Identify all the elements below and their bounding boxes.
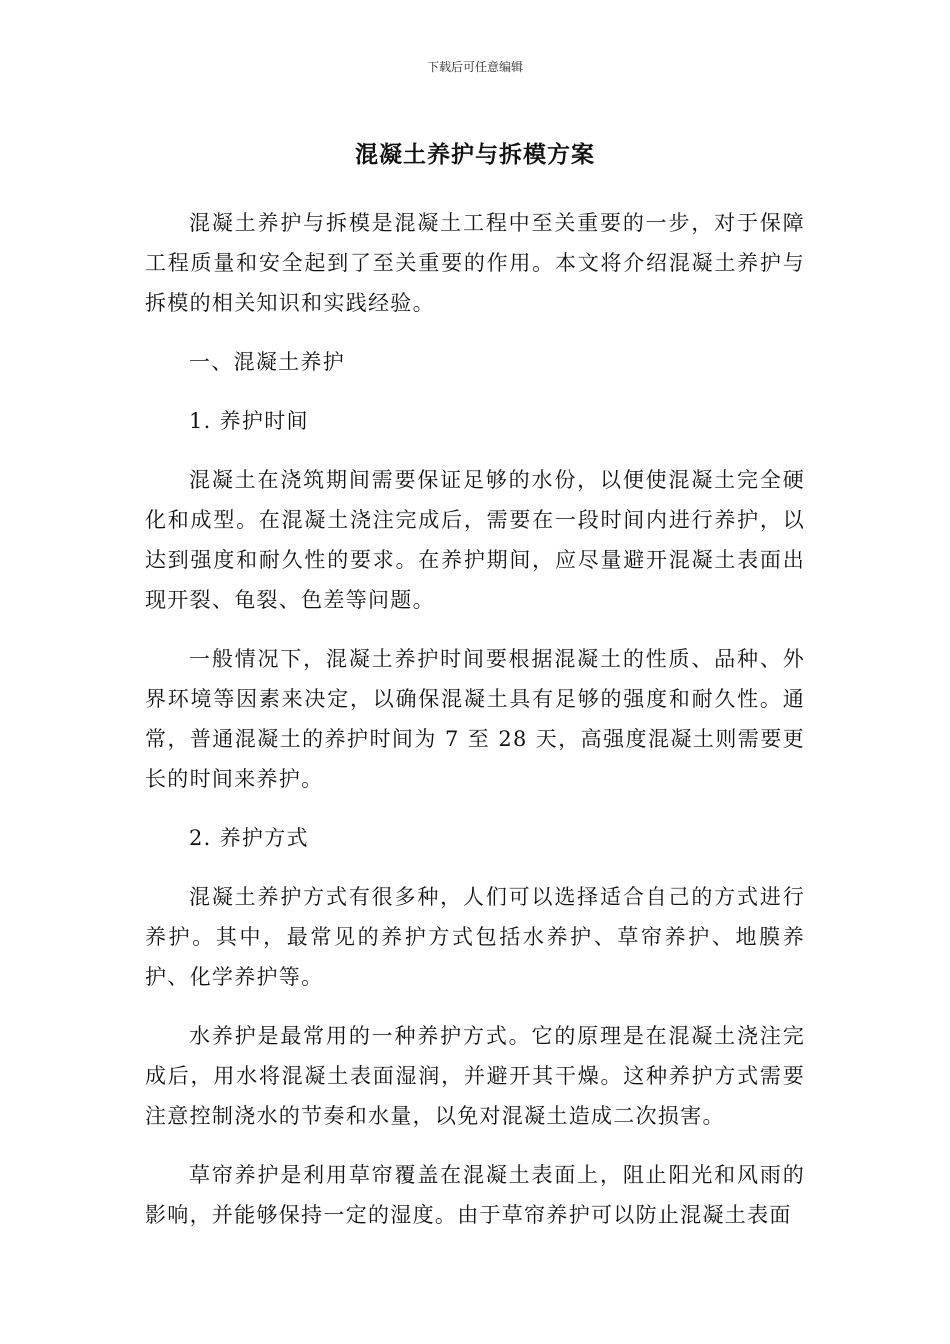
paragraph-straw-curing: 草帘养护是利用草帘覆盖在混凝土表面上，阻止阳光和风雨的影响，并能够保持一定的湿度。由于草帘养护可以防止混凝土表面 — [145, 1163, 805, 1227]
intro-paragraph: 混凝土养护与拆模是混凝土工程中至关重要的一步，对于保障工程质量和安全起到了至关重要的作用。本文将介绍混凝土养护与拆模的相关知识和实践经验。 — [145, 211, 805, 315]
paragraph-curing-time-1: 混凝土在浇筑期间需要保证足够的水份，以便使混凝土完全硬化和成型。在混凝土浇注完成后，需要在一段时间内进行养护，以达到强度和耐久性的要求。在养护期间，应尽量避开混凝土表面出现开裂、龟裂、色差等问题。 — [145, 468, 805, 612]
section-heading-curing: 一、混凝土养护 — [189, 350, 346, 374]
document-title: 混凝土养护与拆模方案 — [355, 142, 595, 168]
paragraph-water-curing: 水养护是最常用的一种养护方式。它的原理是在混凝土浇注完成后，用水将混凝土表面湿润，并避开其干燥。这种养护方式需要注意控制浇水的节奏和水量，以免对混凝土造成二次损害。 — [145, 1024, 805, 1128]
header-note: 下载后可任意编辑 — [426, 60, 523, 74]
subsection-heading-curing-method: 2. 养护方式 — [189, 826, 309, 850]
subsection-heading-curing-time: 1. 养护时间 — [189, 409, 309, 433]
document-body — [145, 203, 805, 1254]
paragraph-curing-method-1: 混凝土养护方式有很多种，人们可以选择适合自己的方式进行养护。其中，最常见的养护方式包括水养护、草帘养护、地膜养护、化学养护等。 — [145, 885, 805, 989]
paragraph-curing-time-2: 一般情况下，混凝土养护时间要根据混凝土的性质、品种、外界环境等因素来决定，以确保混凝土具有足够的强度和耐久性。通常，普通混凝土的养护时间为 7 至 28 天，高强度混凝土则需要更长的时间来养护。 — [145, 647, 805, 791]
